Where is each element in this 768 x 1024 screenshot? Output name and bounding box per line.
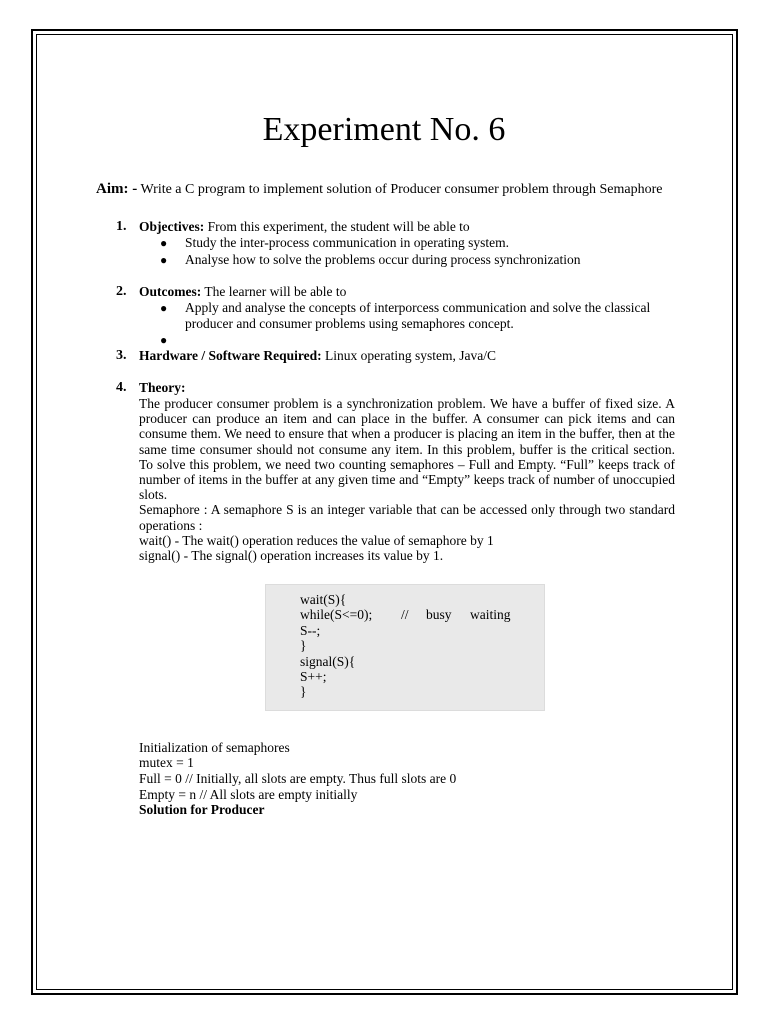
theory-paragraph-1: The producer consumer problem is a synchronization problem. We have a buffer of fixed size. A producer can produce an item and can place in the buffer. A consumer can pick items and can consume them. We need to ensure that when a producer is placing an item in the buffer, then at the same time consumer should not consume any item. In this problem, buffer is the critical section. To solve this problem, we need two counting semaphores – Full and Empty. “Full” keeps track of number of items in the buffer at any given time and “Empty” keeps track of number of unoccupied slots. bbox=[139, 396, 675, 503]
outcomes-number: 2. bbox=[116, 284, 127, 299]
objectives-label: Objectives: bbox=[139, 219, 205, 234]
theory-heading bbox=[139, 380, 186, 396]
code-line-6: S++; bbox=[300, 669, 327, 684]
page-title: Experiment No. 6 bbox=[262, 111, 506, 148]
hardware-number: 3. bbox=[116, 348, 127, 363]
producer-solution-heading: Solution for Producer bbox=[139, 802, 265, 817]
hardware-text: Linux operating system, Java/C bbox=[321, 348, 496, 363]
code-line-4: } bbox=[300, 638, 307, 653]
outcomes-text: The learner will be able to bbox=[201, 284, 347, 299]
theory-label: Theory: bbox=[139, 380, 186, 395]
code-line-2-busy: busy bbox=[426, 607, 452, 622]
init-empty: Empty = n // All slots are empty initially bbox=[139, 787, 358, 802]
theory-signal-line: signal() - The signal() operation increases its value by 1. bbox=[139, 548, 444, 564]
outcomes-heading bbox=[139, 284, 346, 300]
aim-text: Write a C program to implement solution of Producer consumer problem through Semaphore bbox=[137, 182, 663, 197]
code-line-7: } bbox=[300, 684, 307, 699]
objectives-bullet-2: Analyse how to solve the problems occur during process synchronization bbox=[185, 252, 581, 267]
objectives-bullet-1: Study the inter-process communication in operating system. bbox=[185, 235, 510, 250]
init-full: Full = 0 // Initially, all slots are empty. Thus full slots are 0 bbox=[139, 771, 457, 786]
bullet-dot-icon: ● bbox=[160, 253, 168, 267]
objectives-text: From this experiment, the student will be able to bbox=[204, 219, 470, 234]
code-line-2: while(S<=0); bbox=[300, 607, 373, 622]
outcomes-label: Outcomes: bbox=[139, 284, 202, 299]
aim-line bbox=[96, 180, 696, 199]
hardware-label: Hardware / Software Required: bbox=[139, 348, 322, 363]
bullet-dot-icon: ● bbox=[160, 236, 168, 250]
bullet-dot-icon: ● bbox=[160, 301, 168, 315]
hardware-heading bbox=[139, 348, 496, 364]
outcomes-bullet-1: Apply and analyse the concepts of interporcess communication and solve the classical producer and consumer problems using semaphores concept. bbox=[185, 300, 651, 331]
theory-body bbox=[139, 396, 675, 563]
objectives-heading bbox=[139, 219, 470, 235]
objectives-number: 1. bbox=[116, 219, 127, 234]
aim-label: Aim: - bbox=[96, 181, 138, 197]
theory-number: 4. bbox=[116, 380, 127, 395]
code-line-1: wait(S){ bbox=[300, 592, 347, 607]
bullet-dot-icon: ● bbox=[160, 333, 168, 347]
code-line-2-comment: // bbox=[401, 607, 409, 622]
code-line-2-waiting: waiting bbox=[470, 607, 511, 622]
code-line-3: S--; bbox=[300, 623, 321, 638]
theory-wait-line: wait() - The wait() operation reduces the value of semaphore by 1 bbox=[139, 532, 494, 548]
theory-paragraph-2: Semaphore : A semaphore S is an integer variable that can be accessed only through two standard operations : bbox=[139, 502, 675, 533]
init-mutex: mutex = 1 bbox=[139, 755, 194, 770]
init-heading: Initialization of semaphores bbox=[139, 740, 290, 755]
code-line-5: signal(S){ bbox=[300, 654, 356, 669]
